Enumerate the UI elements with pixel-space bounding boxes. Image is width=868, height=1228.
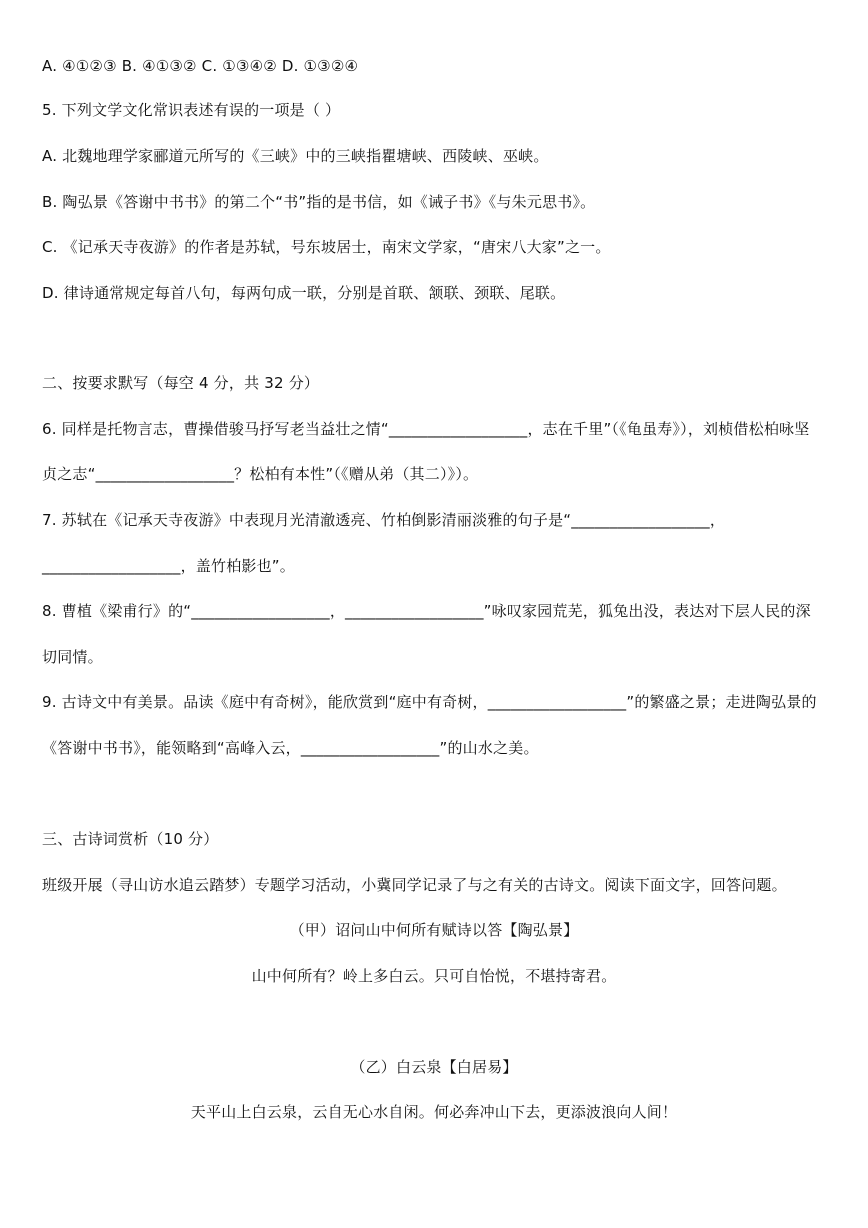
poem-1-title: （甲）诏问山中何所有赋诗以答【陶弘景】 [289, 921, 579, 939]
q5-option-b: B. 陶弘景《答谢中书书》的第二个“书”指的是书信，如《诫子书》《与朱元思书》。 [42, 193, 596, 211]
poem-2-title: （乙）白云泉【白居易】 [350, 1058, 518, 1076]
q4-options: A. ④①②③ B. ④①③② C. ①③④② D. ①③②④ [42, 57, 359, 75]
poem-2-text: 天平山上白云泉，云自无心水自闲。何必奔冲山下去，更添波浪向人间！ [190, 1103, 678, 1121]
q7-line-1: 7. 苏轼在《记承天寺夜游》中表现月光清澈透亮、竹柏倒影清丽淡雅的句子是“__________________， [42, 511, 726, 529]
q5-option-a: A. 北魏地理学家郦道元所写的《三峡》中的三峡指瞿塘峡、西陵峡、巫峡。 [42, 147, 549, 165]
q6-line-1: 6. 同样是托物言志，曹操借骏马抒写老当益壮之情“__________________，志在千里”（《龟虽寿》），刘桢借松柏咏坚 [42, 420, 810, 438]
poem-1-text: 山中何所有？岭上多白云。只可自怡悦，不堪持寄君。 [251, 967, 617, 985]
q5-option-d: D. 律诗通常规定每首八句，每两句成一联，分别是首联、颔联、颈联、尾联。 [42, 284, 566, 302]
q7-line-2: __________________，盖竹柏影也”。 [42, 557, 295, 575]
q8-line-1: 8. 曹植《梁甫行》的“__________________，__________________”咏叹家园荒芜，狐兔出没，表达对下层人民的深 [42, 602, 811, 620]
section-2-heading: 二、按要求默写（每空 4 分，共 32 分） [42, 374, 320, 392]
q5-stem: 5. 下列文学文化常识表述有误的一项是（ ） [42, 101, 341, 119]
q9-line-2: 《答谢中书书》，能领略到“高峰入云，__________________”的山水之美。 [42, 739, 539, 757]
q6-line-2: 贞之志“__________________？松柏有本性”（《赠从弟（其二）》）。 [42, 465, 479, 483]
q5-option-c: C. 《记承天寺夜游》的作者是苏轼，号东坡居士，南宋文学家，“唐宋八大家”之一。 [42, 238, 611, 256]
section-3-heading: 三、古诗词赏析（10 分） [42, 830, 219, 848]
q9-line-1: 9. 古诗文中有美景。品读《庭中有奇树》，能欣赏到“庭中有奇树，__________________”的繁盛之景；走进陶弘景的 [42, 693, 817, 711]
section-3-intro: 班级开展（寻山访水追云踏梦）专题学习活动，小冀同学记录了与之有关的古诗文。阅读下面文字，回答问题。 [42, 876, 787, 894]
q8-line-2: 切同情。 [42, 648, 103, 666]
